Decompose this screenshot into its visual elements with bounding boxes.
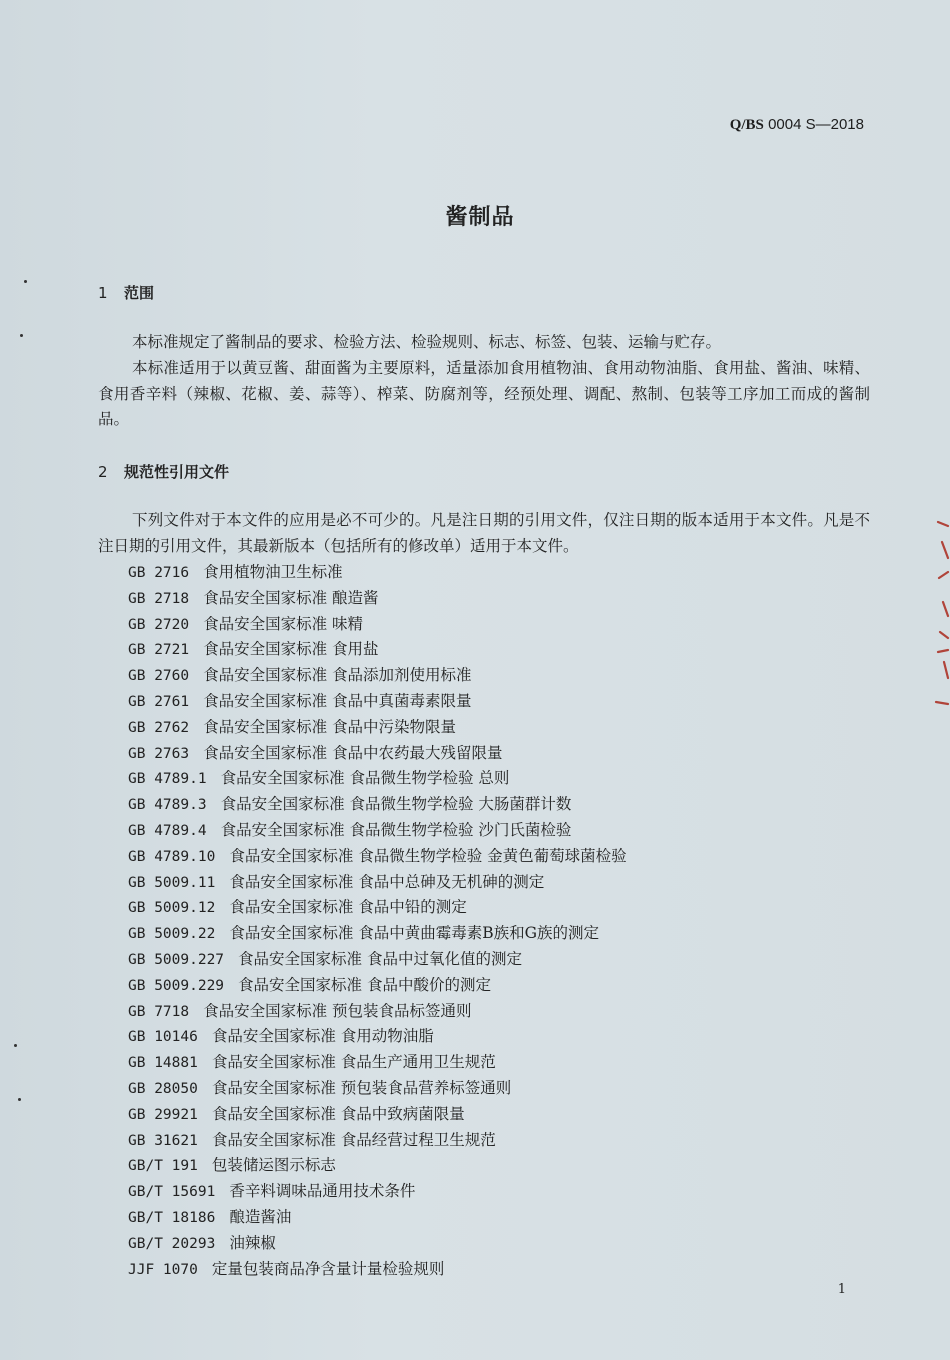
reference-title: 食用植物油卫生标准 bbox=[203, 563, 343, 581]
reference-code: GB 2760 bbox=[128, 668, 190, 685]
section-title: 范围 bbox=[124, 284, 155, 302]
reference-code: GB 5009.12 bbox=[128, 900, 216, 917]
scan-speck bbox=[24, 280, 27, 283]
reference-code: GB 5009.11 bbox=[128, 874, 216, 891]
reference-code: GB 4789.3 bbox=[128, 797, 207, 814]
reference-title: 食品安全国家标准 预包装食品营养标签通则 bbox=[211, 1078, 512, 1097]
reference-title: 定量包装商品净含量计量检验规则 bbox=[211, 1259, 445, 1278]
reference-title: 食品安全国家标准 味精 bbox=[203, 614, 364, 633]
section-2-heading bbox=[98, 461, 229, 482]
reference-title: 包装储运图示标志 bbox=[211, 1156, 336, 1175]
reference-title: 油辣椒 bbox=[229, 1233, 276, 1252]
scan-speck bbox=[20, 334, 23, 337]
reference-title: 食品安全国家标准 食品中过氧化值的测定 bbox=[238, 949, 522, 968]
reference-code: GB 5009.22 bbox=[128, 926, 216, 943]
reference-title: 食品安全国家标准 食用盐 bbox=[203, 640, 379, 659]
reference-code: GB 5009.227 bbox=[128, 951, 225, 968]
reference-title: 食品安全国家标准 食品中真菌毒素限量 bbox=[203, 691, 472, 710]
reference-item bbox=[128, 1128, 627, 1154]
reference-item bbox=[128, 586, 627, 612]
reference-code: GB 2720 bbox=[128, 616, 190, 633]
reference-item bbox=[128, 870, 627, 896]
reference-title: 食品安全国家标准 食品经营过程卫生规范 bbox=[211, 1130, 496, 1149]
reference-title: 食品安全国家标准 食品中致病菌限量 bbox=[211, 1104, 465, 1123]
reference-code: GB 31621 bbox=[128, 1132, 198, 1149]
seal-stamp-edge bbox=[934, 512, 950, 712]
reference-title: 食品安全国家标准 食品中农药最大残留限量 bbox=[203, 743, 503, 762]
reference-title: 酿造酱油 bbox=[229, 1207, 292, 1226]
reference-title: 食品安全国家标准 食品微生物学检验 沙门氏菌检验 bbox=[220, 820, 572, 839]
section-1-paragraph-2: 本标准适用于以黄豆酱、甜面酱为主要原料，适量添加食用植物油、食用动物油脂、食用盐、酱油、味精、食用香辛料（辣椒、花椒、姜、蒜等）、榨菜、防腐剂等，经预处理、调配、熬制、包装等工序加工而成的酱制品。 bbox=[98, 359, 870, 428]
reference-item bbox=[128, 1153, 627, 1179]
reference-code: GB 2762 bbox=[128, 719, 190, 736]
reference-item bbox=[128, 663, 627, 689]
reference-title: 食品安全国家标准 食用动物油脂 bbox=[211, 1027, 434, 1046]
standard-code bbox=[730, 116, 864, 134]
reference-title: 香辛料调味品通用技术条件 bbox=[229, 1182, 416, 1201]
section-1-paragraph-1: 本标准规定了酱制品的要求、检验方法、检验规则、标志、标签、包装、运输与贮存。 bbox=[132, 333, 722, 351]
reference-item bbox=[128, 1205, 627, 1231]
reference-title: 食品安全国家标准 食品中总砷及无机砷的测定 bbox=[229, 872, 545, 891]
scan-speck bbox=[14, 1044, 17, 1047]
section-title: 规范性引用文件 bbox=[124, 463, 230, 481]
section-number: 1 bbox=[98, 284, 108, 302]
reference-list bbox=[128, 560, 627, 1282]
reference-code: GB 5009.229 bbox=[128, 977, 225, 994]
reference-item bbox=[128, 921, 627, 947]
reference-item bbox=[128, 1179, 627, 1205]
reference-code: GB 7718 bbox=[128, 1003, 190, 1020]
scan-speck bbox=[18, 1098, 21, 1101]
reference-item bbox=[128, 999, 627, 1025]
reference-title: 食品安全国家标准 食品生产通用卫生规范 bbox=[211, 1053, 496, 1072]
reference-code: GB 4789.10 bbox=[128, 848, 216, 865]
reference-item bbox=[128, 1102, 627, 1128]
reference-item bbox=[128, 612, 627, 638]
reference-item bbox=[128, 973, 627, 999]
reference-item bbox=[128, 1024, 627, 1050]
reference-item bbox=[128, 792, 627, 818]
reference-item bbox=[128, 947, 627, 973]
reference-title: 食品安全国家标准 食品中酸价的测定 bbox=[238, 975, 491, 994]
reference-code: GB 2716 bbox=[128, 565, 190, 581]
reference-code: GB 2761 bbox=[128, 693, 190, 710]
reference-item bbox=[128, 818, 627, 844]
reference-title: 食品安全国家标准 酿造酱 bbox=[203, 588, 379, 607]
section-number: 2 bbox=[98, 463, 108, 481]
reference-item bbox=[128, 715, 627, 741]
reference-item bbox=[128, 741, 627, 767]
reference-item bbox=[128, 689, 627, 715]
reference-item bbox=[128, 637, 627, 663]
reference-code: GB/T 191 bbox=[128, 1158, 198, 1175]
reference-code: GB 14881 bbox=[128, 1055, 198, 1072]
reference-code: GB/T 18186 bbox=[128, 1209, 216, 1226]
reference-item bbox=[128, 844, 627, 870]
reference-item bbox=[128, 1257, 627, 1283]
reference-code: JJF 1070 bbox=[128, 1261, 198, 1278]
reference-code: GB/T 20293 bbox=[128, 1235, 216, 1252]
reference-title: 食品安全国家标准 预包装食品标签通则 bbox=[203, 1001, 472, 1020]
section-2-paragraph-1: 下列文件对于本文件的应用是必不可少的。凡是注日期的引用文件，仅注日期的版本适用于本文件。凡是不注日期的引用文件，其最新版本（包括所有的修改单）适用于本文件。 bbox=[98, 511, 870, 555]
reference-item bbox=[128, 895, 627, 921]
reference-title: 食品安全国家标准 食品添加剂使用标准 bbox=[203, 666, 472, 685]
reference-title: 食品安全国家标准 食品中铅的测定 bbox=[229, 898, 467, 917]
section-1-heading bbox=[98, 282, 154, 303]
reference-title: 食品安全国家标准 食品微生物学检验 总则 bbox=[220, 769, 510, 788]
reference-item bbox=[128, 766, 627, 792]
reference-item bbox=[128, 560, 627, 586]
reference-code: GB 4789.4 bbox=[128, 822, 207, 839]
reference-code: GB 28050 bbox=[128, 1080, 198, 1097]
reference-code: GB 4789.1 bbox=[128, 771, 207, 788]
reference-code: GB 2763 bbox=[128, 745, 190, 762]
reference-title: 食品安全国家标准 食品中污染物限量 bbox=[203, 717, 457, 736]
reference-code: GB/T 15691 bbox=[128, 1184, 216, 1201]
reference-code: GB 2721 bbox=[128, 642, 190, 659]
reference-title: 食品安全国家标准 食品微生物学检验 金黄色葡萄球菌检验 bbox=[229, 846, 627, 865]
reference-item bbox=[128, 1050, 627, 1076]
reference-code: GB 10146 bbox=[128, 1029, 198, 1046]
reference-title: 食品安全国家标准 食品微生物学检验 大肠菌群计数 bbox=[220, 795, 572, 814]
reference-code: GB 2718 bbox=[128, 590, 190, 607]
document-title: 酱制品 bbox=[445, 205, 515, 230]
reference-item bbox=[128, 1076, 627, 1102]
standard-code-prefix: Q/BS bbox=[729, 117, 764, 133]
reference-item bbox=[128, 1231, 627, 1257]
page-number: 1 bbox=[837, 1282, 846, 1297]
reference-title: 食品安全国家标准 食品中黄曲霉毒素B族和G族的测定 bbox=[229, 924, 600, 943]
reference-code: GB 29921 bbox=[128, 1106, 198, 1123]
standard-code-number: 0004 S—2018 bbox=[768, 116, 864, 133]
